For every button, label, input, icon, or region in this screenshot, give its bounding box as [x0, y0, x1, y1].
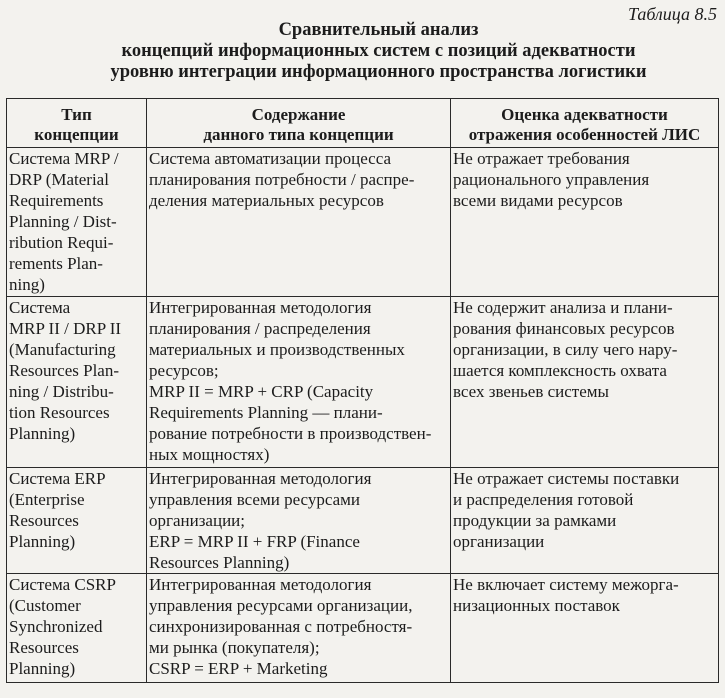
cell-line: ных мощностях) [149, 445, 270, 464]
cell-line: низационных поставок [453, 596, 620, 615]
cell-line: Не отражает требования [453, 149, 630, 168]
cell-line: Не отражает системы поставки [453, 469, 680, 488]
cell-line: Не содержит анализа и плани- [453, 298, 673, 317]
cell-assessment [451, 468, 719, 574]
cell-line: (Enterprise [9, 490, 85, 509]
table-row [7, 468, 719, 574]
cell-line: Planning) [9, 424, 76, 443]
cell-line: Requirements Planning — плани- [149, 403, 383, 422]
cell-line: ERP = MRP II + FRP (Finance [149, 532, 360, 551]
cell-line: планирования / распределения [149, 319, 371, 338]
cell-line: MRP II = MRP + CRP (Capacity [149, 382, 374, 401]
cell-line: Resources [9, 511, 79, 530]
cell-line: Requirements [9, 191, 104, 210]
cell-line: организации, в силу чего нару- [453, 340, 678, 359]
header-assessment [451, 99, 719, 148]
cell-assessment [451, 574, 719, 683]
cell-line: организации [453, 532, 545, 551]
cell-line: синхронизированная с потребностя- [149, 617, 413, 636]
cell-content [147, 148, 451, 297]
cell-line: управления всеми ресурсами [149, 490, 361, 509]
header-row [7, 99, 719, 148]
header-line: данного типа концепции [203, 125, 394, 144]
cell-line: (Manufacturing [9, 340, 116, 359]
table-row [7, 148, 719, 297]
cell-line: ribution Requi- [9, 233, 114, 252]
cell-line: ми рынка (покупателя); [149, 638, 320, 657]
cell-line: CSRP = ERP + Marketing [149, 659, 328, 678]
cell-line: организации; [149, 511, 245, 530]
cell-line: (Customer [9, 596, 81, 615]
cell-line: Planning / Dist- [9, 212, 117, 231]
header-line: Тип [61, 105, 92, 124]
cell-concept-type [7, 574, 147, 683]
cell-line: продукции за рамками [453, 511, 617, 530]
table-title [40, 20, 717, 83]
table-row [7, 297, 719, 468]
cell-line: Система ERP [9, 469, 106, 488]
cell-concept-type [7, 148, 147, 297]
cell-line: rements Plan- [9, 254, 103, 273]
cell-line: рования финансовых ресурсов [453, 319, 675, 338]
cell-line: Synchronized [9, 617, 103, 636]
title-line: Сравнительный анализ [278, 20, 479, 40]
cell-line: Не включает систему межорга- [453, 575, 679, 594]
title-line: уровню интеграции информационного пространства логистики [110, 62, 647, 82]
cell-line: Система автоматизации процесса [149, 149, 392, 168]
cell-line: шается комплексность охвата [453, 361, 667, 380]
cell-content [147, 297, 451, 468]
cell-line: MRP II / DRP II [9, 319, 122, 338]
cell-line: Resources [9, 638, 79, 657]
cell-line: всех звеньев системы [453, 382, 609, 401]
table-row [7, 574, 719, 683]
cell-line: Интегрированная методология [149, 575, 372, 594]
cell-line: и распределения готовой [453, 490, 634, 509]
header-content [147, 99, 451, 148]
cell-line: Интегрированная методология [149, 469, 372, 488]
cell-line: Интегрированная методология [149, 298, 372, 317]
cell-line: ресурсов; [149, 361, 219, 380]
cell-line: деления материальных ресурсов [149, 191, 384, 210]
cell-content [147, 574, 451, 683]
header-line: Оценка адекватности [501, 105, 668, 124]
cell-line: рационального управления [453, 170, 650, 189]
cell-line: DRP (Material [9, 170, 109, 189]
cell-line: материальных и производственных [149, 340, 405, 359]
cell-line: ning / Distribu- [9, 382, 114, 401]
cell-line: планирования потребности / распре- [149, 170, 415, 189]
cell-assessment [451, 297, 719, 468]
title-line: концепций информационных систем с позиций адекватности [121, 41, 636, 61]
cell-content [147, 468, 451, 574]
table-number: Таблица 8.5 [627, 4, 717, 24]
cell-line: Система MRP / [9, 149, 119, 168]
header-line: концепции [34, 125, 119, 144]
cell-line: управления ресурсами организации, [149, 596, 413, 615]
header-concept-type [7, 99, 147, 148]
cell-line: tion Resources [9, 403, 110, 422]
cell-line: Planning) [9, 532, 76, 551]
cell-line: ning) [9, 275, 45, 294]
cell-concept-type [7, 297, 147, 468]
cell-line: Система [9, 298, 71, 317]
cell-line: Resources Plan- [9, 361, 120, 380]
cell-line: рование потребности в производствен- [149, 424, 432, 443]
cell-assessment [451, 148, 719, 297]
cell-concept-type [7, 468, 147, 574]
cell-line: всеми видами ресурсов [453, 191, 623, 210]
cell-line: Planning) [9, 659, 76, 678]
header-line: отражения особенностей ЛИС [468, 125, 701, 144]
cell-line: Система CSRP [9, 575, 116, 594]
comparison-table [6, 98, 719, 683]
header-line: Содержание [251, 105, 346, 124]
cell-line: Resources Planning) [149, 553, 290, 572]
